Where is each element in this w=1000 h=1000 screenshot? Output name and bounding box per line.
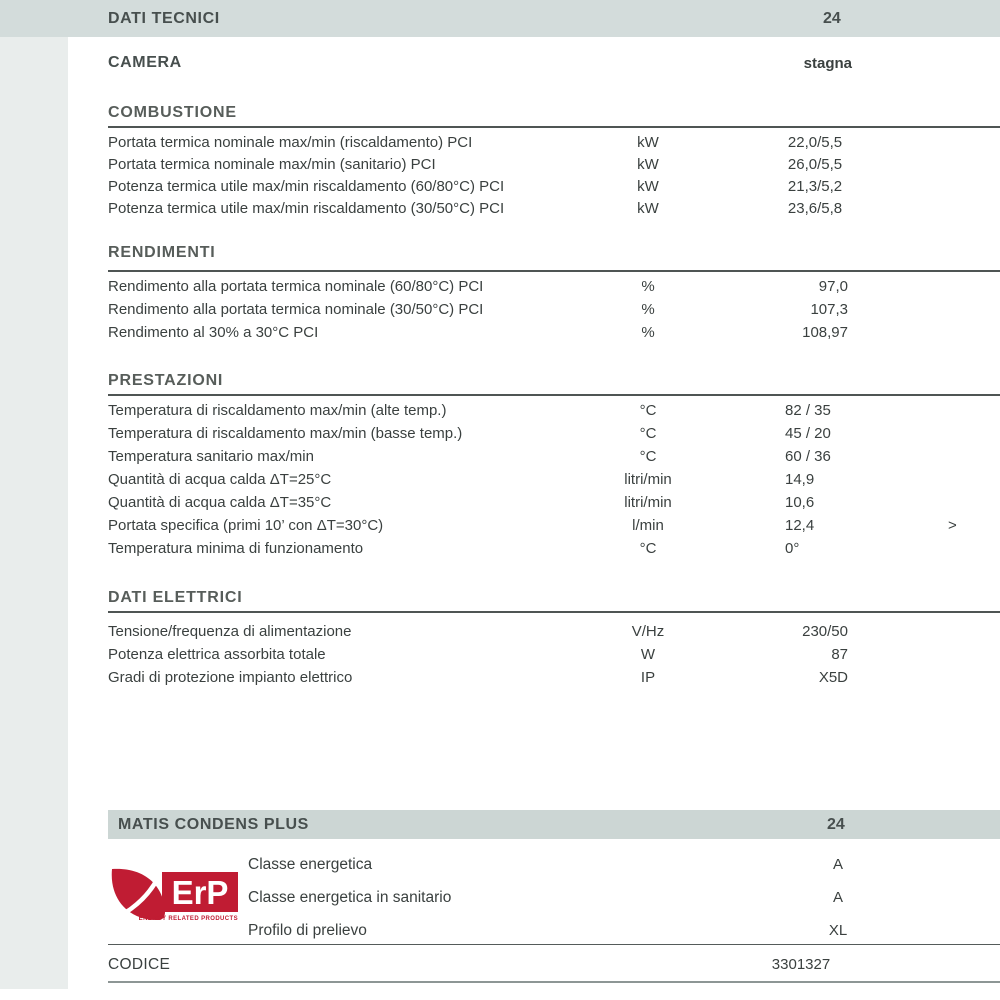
page-header <box>0 0 1000 37</box>
row-label: Gradi di protezione impianto elettrico <box>108 669 353 686</box>
row-label: Rendimento alla portata termica nominale (60/80°C) PCI <box>108 278 484 295</box>
section-rule <box>108 270 1000 272</box>
section-title: PRESTAZIONI <box>108 372 224 389</box>
section-title: COMBUSTIONE <box>108 104 237 121</box>
section-rows <box>108 400 1000 561</box>
row-unit: V/Hz <box>631 623 665 640</box>
page-header-model: 24 <box>823 10 841 27</box>
product-table-header <box>108 810 1000 839</box>
table-row <box>108 621 1000 644</box>
row-unit: IP <box>640 669 656 686</box>
table-row <box>248 854 1000 876</box>
table-row <box>108 644 1000 667</box>
row-value: 10,6 <box>785 494 815 511</box>
table-row <box>108 400 1000 423</box>
row-unit: kW <box>637 200 659 217</box>
row-label: Temperatura minima di funzionamento <box>108 540 364 557</box>
row-value: 21,3/5,2 <box>787 178 843 195</box>
codice-top-rule <box>108 944 1000 945</box>
row-label: Temperatura di riscaldamento max/min (alte temp.) <box>108 402 447 419</box>
row-value: 14,9 <box>785 471 815 488</box>
left-margin-strip <box>0 37 68 989</box>
row-value: 107,3 <box>810 301 848 318</box>
row-unit: % <box>641 324 655 341</box>
table-row <box>108 423 1000 446</box>
row-value: 87 <box>831 646 848 663</box>
table-row <box>108 469 1000 492</box>
row-unit: °C <box>639 402 657 419</box>
row-value: 26,0/5,5 <box>787 156 843 173</box>
erp-leaf-icon <box>100 866 240 930</box>
svg-text:ErP: ErP <box>171 874 229 911</box>
row-unit: °C <box>639 425 657 442</box>
section-rendimenti <box>108 243 1000 345</box>
row-value: 82 / 35 <box>785 402 831 419</box>
section-rows <box>108 621 1000 690</box>
row-value: A <box>832 856 843 873</box>
section-title: DATI ELETTRICI <box>108 589 243 606</box>
row-unit: % <box>641 278 655 295</box>
table-row <box>108 492 1000 515</box>
camera-label: CAMERA <box>108 54 182 71</box>
table-row <box>248 887 1000 909</box>
table-row <box>108 667 1000 690</box>
row-value: 230/50 <box>802 623 848 640</box>
table-row <box>248 920 1000 942</box>
row-value: 108,97 <box>802 324 848 341</box>
row-label: Rendimento al 30% a 30°C PCI <box>108 324 319 341</box>
camera-row <box>108 54 1000 74</box>
product-title: MATIS CONDENS PLUS <box>118 816 309 833</box>
row-label: Classe energetica <box>248 856 373 873</box>
codice-bottom-rule <box>108 981 1000 983</box>
row-label: Tensione/frequenza di alimentazione <box>108 623 352 640</box>
table-row <box>108 446 1000 469</box>
section-prestazioni <box>108 371 1000 561</box>
row-value: 12,4 <box>785 517 815 534</box>
row-unit: kW <box>637 178 659 195</box>
section-title: RENDIMENTI <box>108 244 216 261</box>
section-rule <box>108 611 1000 613</box>
table-row <box>108 154 1000 176</box>
row-unit: kW <box>637 134 659 151</box>
row-unit: % <box>641 301 655 318</box>
row-value: X5D <box>818 669 848 686</box>
table-row <box>108 299 1000 322</box>
row-unit: °C <box>639 540 657 557</box>
row-unit: l/min <box>632 517 664 534</box>
product-table <box>108 810 1000 990</box>
svg-text:ENERGY RELATED PRODUCTS: ENERGY RELATED PRODUCTS <box>138 916 238 922</box>
section-combustione <box>108 103 1000 220</box>
row-value: 23,6/5,8 <box>787 200 843 217</box>
table-row <box>108 515 1000 538</box>
row-label: Profilo di prelievo <box>248 922 367 939</box>
codice-value: 3301327 <box>771 956 831 973</box>
codice-label: CODICE <box>108 956 171 973</box>
row-unit: litri/min <box>624 494 672 511</box>
codice-row <box>108 950 1000 980</box>
row-label: Classe energetica in sanitario <box>248 889 452 906</box>
section-rows <box>108 276 1000 345</box>
page-title: DATI TECNICI <box>108 10 220 27</box>
section-dati-elettrici <box>108 588 1000 690</box>
row-value: 60 / 36 <box>785 448 831 465</box>
row-unit: °C <box>639 448 657 465</box>
row-label: Potenza elettrica assorbita totale <box>108 646 326 663</box>
product-model: 24 <box>827 816 845 833</box>
row-value: 0° <box>785 540 800 557</box>
erp-logo <box>100 866 240 930</box>
row-label: Potenza termica utile max/min riscaldamento (30/50°C) PCI <box>108 200 505 217</box>
row-label: Quantità di acqua calda ΔT=35°C <box>108 494 332 511</box>
table-row <box>108 276 1000 299</box>
section-rows <box>108 132 1000 220</box>
row-value: 22,0/5,5 <box>787 134 843 151</box>
row-label: Potenza termica utile max/min riscaldamento (60/80°C) PCI <box>108 178 505 195</box>
row-unit: W <box>640 646 656 663</box>
section-rule <box>108 126 1000 128</box>
row-unit: kW <box>637 156 659 173</box>
row-label: Temperatura sanitario max/min <box>108 448 314 465</box>
row-value: XL <box>828 922 848 939</box>
row-label: Quantità di acqua calda ΔT=25°C <box>108 471 332 488</box>
row-unit: litri/min <box>624 471 672 488</box>
row-label: Temperatura di riscaldamento max/min (basse temp.) <box>108 425 463 442</box>
table-row <box>108 198 1000 220</box>
table-row <box>108 322 1000 345</box>
row-label: Portata termica nominale max/min (sanitario) PCI <box>108 156 436 173</box>
table-row <box>108 538 1000 561</box>
row-value: 97,0 <box>818 278 848 295</box>
table-row <box>108 132 1000 154</box>
section-rule <box>108 394 1000 396</box>
camera-value: stagna <box>803 55 852 72</box>
row-value: A <box>832 889 843 906</box>
row-value: 45 / 20 <box>785 425 831 442</box>
table-row <box>108 176 1000 198</box>
row-label: Rendimento alla portata termica nominale (30/50°C) PCI <box>108 301 484 318</box>
row-value-suffix: > <box>948 517 957 534</box>
row-label: Portata termica nominale max/min (riscaldamento) PCI <box>108 134 473 151</box>
row-label: Portata specifica (primi 10’ con ΔT=30°C) <box>108 517 384 534</box>
